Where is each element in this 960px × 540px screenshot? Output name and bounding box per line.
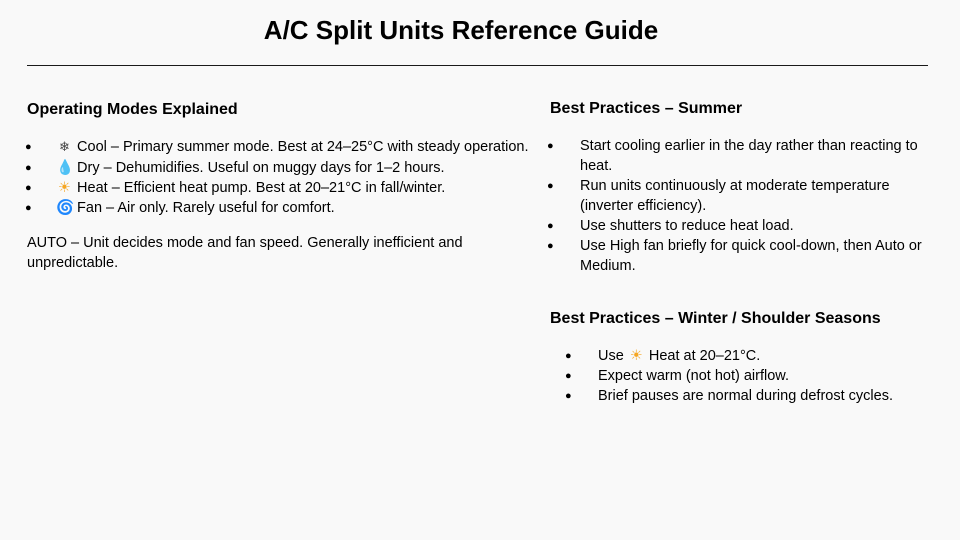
mode-text: Fan – Air only. Rarely useful for comfort. — [77, 200, 335, 216]
mode-item-dry — [27, 158, 547, 178]
winter-item: ● Expect warm (not hot) airflow. — [565, 368, 789, 384]
mode-text: Cool – Primary summer mode. Best at 24–25°C with steady operation. — [77, 139, 529, 155]
summer-item: ● Use shutters to reduce heat load. — [547, 218, 794, 234]
winter-item: ● Use ☀ Heat at 20–21°C. — [565, 348, 761, 364]
winter-list — [565, 346, 935, 406]
mode-text: Heat – Efficient heat pump. Best at 20–21°C in fall/winter. — [77, 180, 446, 196]
bullet-icon: ● — [565, 350, 572, 362]
title-divider — [27, 65, 928, 66]
bullet-icon: ● — [547, 140, 554, 152]
summer-item: ● Start cooling earlier in the day rather than reacting to heat. — [547, 138, 918, 174]
mode-text: Dry – Dehumidifies. Useful on muggy days for 1–2 hours. — [77, 160, 445, 176]
sun-icon: ☀ — [629, 348, 643, 364]
operating-modes-list — [27, 137, 547, 218]
summer-item: ● Use High fan briefly for quick cool-down, then Auto or Medium. — [547, 238, 922, 274]
snowflake-icon: ❄ — [59, 140, 70, 155]
bullet-icon: ● — [565, 370, 572, 382]
sun-icon: ☀ — [58, 180, 71, 196]
summer-heading: Best Practices – Summer — [550, 100, 743, 117]
bullet-icon: ● — [547, 180, 554, 192]
bullet-icon: ● — [25, 162, 32, 174]
mode-item-cool — [27, 137, 547, 158]
bullet-icon: ● — [547, 240, 554, 252]
auto-mode-note: AUTO – Unit decides mode and fan speed. Generally inefficient and unpredictable. — [27, 235, 463, 271]
summer-list — [547, 136, 935, 276]
winter-item: ● Brief pauses are normal during defrost cycles. — [565, 388, 893, 404]
summer-item: ● Run units continuously at moderate temperature (inverter efficiency). — [547, 178, 890, 214]
bullet-icon: ● — [547, 220, 554, 232]
bullet-icon: ● — [565, 390, 572, 402]
page-title: A/C Split Units Reference Guide — [263, 15, 659, 45]
mode-item-heat — [27, 178, 547, 198]
winter-heading: Best Practices – Winter / Shoulder Seasons — [550, 310, 881, 327]
bullet-icon: ● — [25, 141, 32, 153]
mode-item-fan — [27, 198, 547, 218]
bullet-icon: ● — [25, 182, 32, 194]
cyclone-icon: 🌀 — [56, 200, 75, 216]
bullet-icon: ● — [25, 202, 32, 214]
operating-modes-heading: Operating Modes Explained — [27, 101, 238, 118]
droplet-icon: 💧 — [56, 160, 75, 176]
